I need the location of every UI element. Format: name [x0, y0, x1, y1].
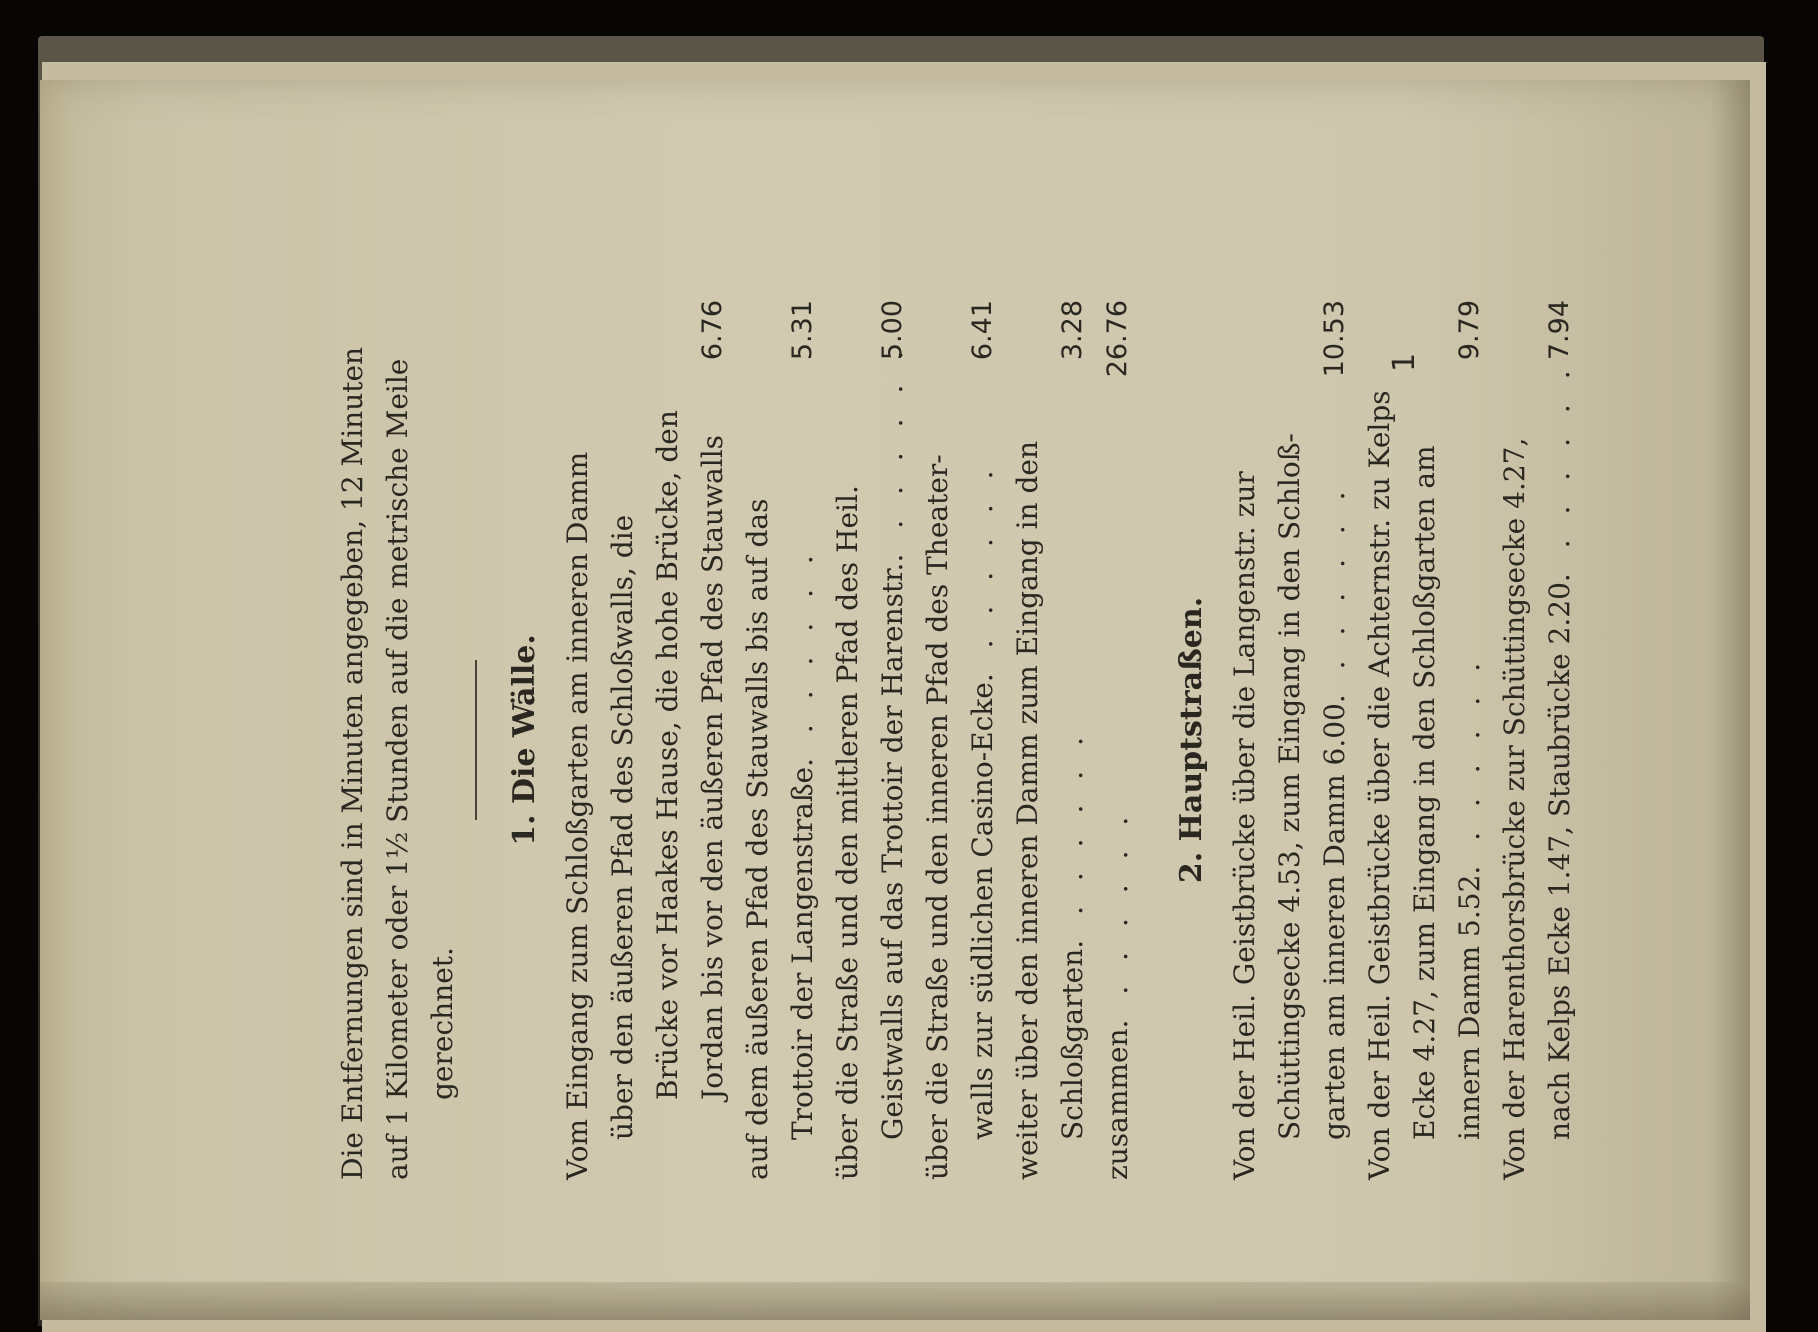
table-row [645, 300, 690, 1180]
intro-line-1: Die Entfernungen sind in Minuten angegeben, 12 Minuten [336, 346, 369, 1180]
table-row [1537, 300, 1582, 1180]
row-value: 26.76 [1102, 300, 1133, 378]
table-row [1050, 300, 1095, 1180]
row-text: nach Kelps Ecke 1.47, Staubrücke 2.20 [1543, 582, 1576, 1140]
table-row [690, 300, 735, 1180]
row-text: weiter über den inneren Damm zum Eingang in den [1011, 440, 1044, 1180]
row-text: über die Straße und den mittleren Pfad des Heil. [831, 485, 864, 1180]
row-text: Jordan bis vor den äußeren Pfad des Stauwalls [696, 434, 729, 1100]
row-value: 9.79 [1454, 300, 1485, 361]
table-row [1267, 300, 1312, 1180]
rotated-text-block [330, 300, 1690, 1180]
row-text: Von der Harenthorsbrücke zur Schüttingsecke 4.27, [1498, 437, 1531, 1180]
intro-line-3: gerechnet. [426, 947, 459, 1100]
row-text: garten am inneren Damm 6.00 [1318, 703, 1351, 1140]
table-row [1402, 300, 1447, 1180]
table-row [780, 300, 825, 1180]
section-2-title: 2. Hauptstraßen. [1174, 596, 1209, 884]
row-value: 5.31 [787, 300, 818, 361]
table-row [1492, 300, 1537, 1180]
row-text: Von der Heil. Geistbrücke über die Achternstr. zu Kelps [1363, 390, 1396, 1180]
table-row [1312, 300, 1357, 1180]
table-row [960, 300, 1005, 1180]
row-value: 6.76 [697, 300, 728, 361]
page-gutter [40, 1282, 1750, 1320]
row-text: Geistwalls auf das Trottoir der Harenstr. [876, 562, 909, 1140]
table-row [735, 300, 780, 1180]
row-text: zusammen [1101, 1028, 1134, 1180]
row-text: Schloßgarten [1056, 948, 1089, 1140]
section-gap [1140, 300, 1162, 1180]
row-text: Trottoir der Langenstraße [786, 766, 819, 1140]
section-divider [475, 660, 477, 820]
table-row [1447, 300, 1492, 1180]
row-value: 3.28 [1057, 300, 1088, 361]
table-row [600, 300, 645, 1180]
dot-leader: . . . . . . . [1543, 362, 1576, 583]
table-row [915, 300, 960, 1180]
dot-leader: . . . . . . . [786, 547, 819, 767]
row-text: auf dem äußeren Pfad des Stauwalls bis auf das [741, 498, 774, 1180]
row-text: Ecke 4.27, zum Eingang in den Schloßgarten am [1408, 445, 1441, 1140]
row-text: über den äußeren Pfad des Schloßwalls, die [606, 514, 639, 1140]
dot-leader: . . . . . . . [1101, 808, 1134, 1029]
row-value: 7.94 [1544, 300, 1575, 361]
table-row [825, 300, 870, 1180]
section-1-title: 1. Die Wälle. [507, 634, 542, 846]
table-row [555, 300, 600, 1180]
table-row [1005, 300, 1050, 1180]
table-row [1095, 300, 1140, 1180]
row-text: Schüttingsecke 4.53, zum Eingang in den Schloß- [1273, 433, 1306, 1140]
page-shadow [1710, 80, 1750, 1320]
table-row [870, 300, 915, 1180]
row-text: walls zur südlichen Casino-Ecke [966, 682, 999, 1140]
dot-leader: . . . . . . . [966, 462, 999, 683]
page-number: 1 [1387, 352, 1423, 373]
dot-leader: . . . . . . . [1453, 654, 1486, 875]
table-row [1222, 300, 1267, 1180]
intro-line-2: auf 1 Kilometer oder 1½ Stunden auf die metrische Meile [381, 358, 414, 1180]
table-row [1357, 300, 1402, 1180]
row-value: 10.53 [1319, 300, 1350, 378]
dot-leader: . . . . . . . [876, 342, 909, 563]
row-text: über die Straße und den inneren Pfad des Theater- [921, 454, 954, 1180]
row-text: Brücke vor Haakes Hause, die hohe Brücke, den [651, 410, 684, 1100]
row-text: innern Damm 5.52 [1453, 874, 1486, 1140]
row-value: 5.00 [877, 300, 908, 361]
row-value: 6.41 [967, 300, 998, 361]
section-2-rows [1222, 300, 1582, 1180]
dot-leader: . . . . . . . [1318, 483, 1351, 704]
row-text: Vom Eingang zum Schloßgarten am inneren Damm [561, 451, 594, 1180]
section-1-rows [555, 300, 1140, 1180]
dot-leader: . . . . . . . [1056, 729, 1089, 949]
row-text: Von der Heil. Geistbrücke über die Langenstr. zur [1228, 471, 1261, 1180]
